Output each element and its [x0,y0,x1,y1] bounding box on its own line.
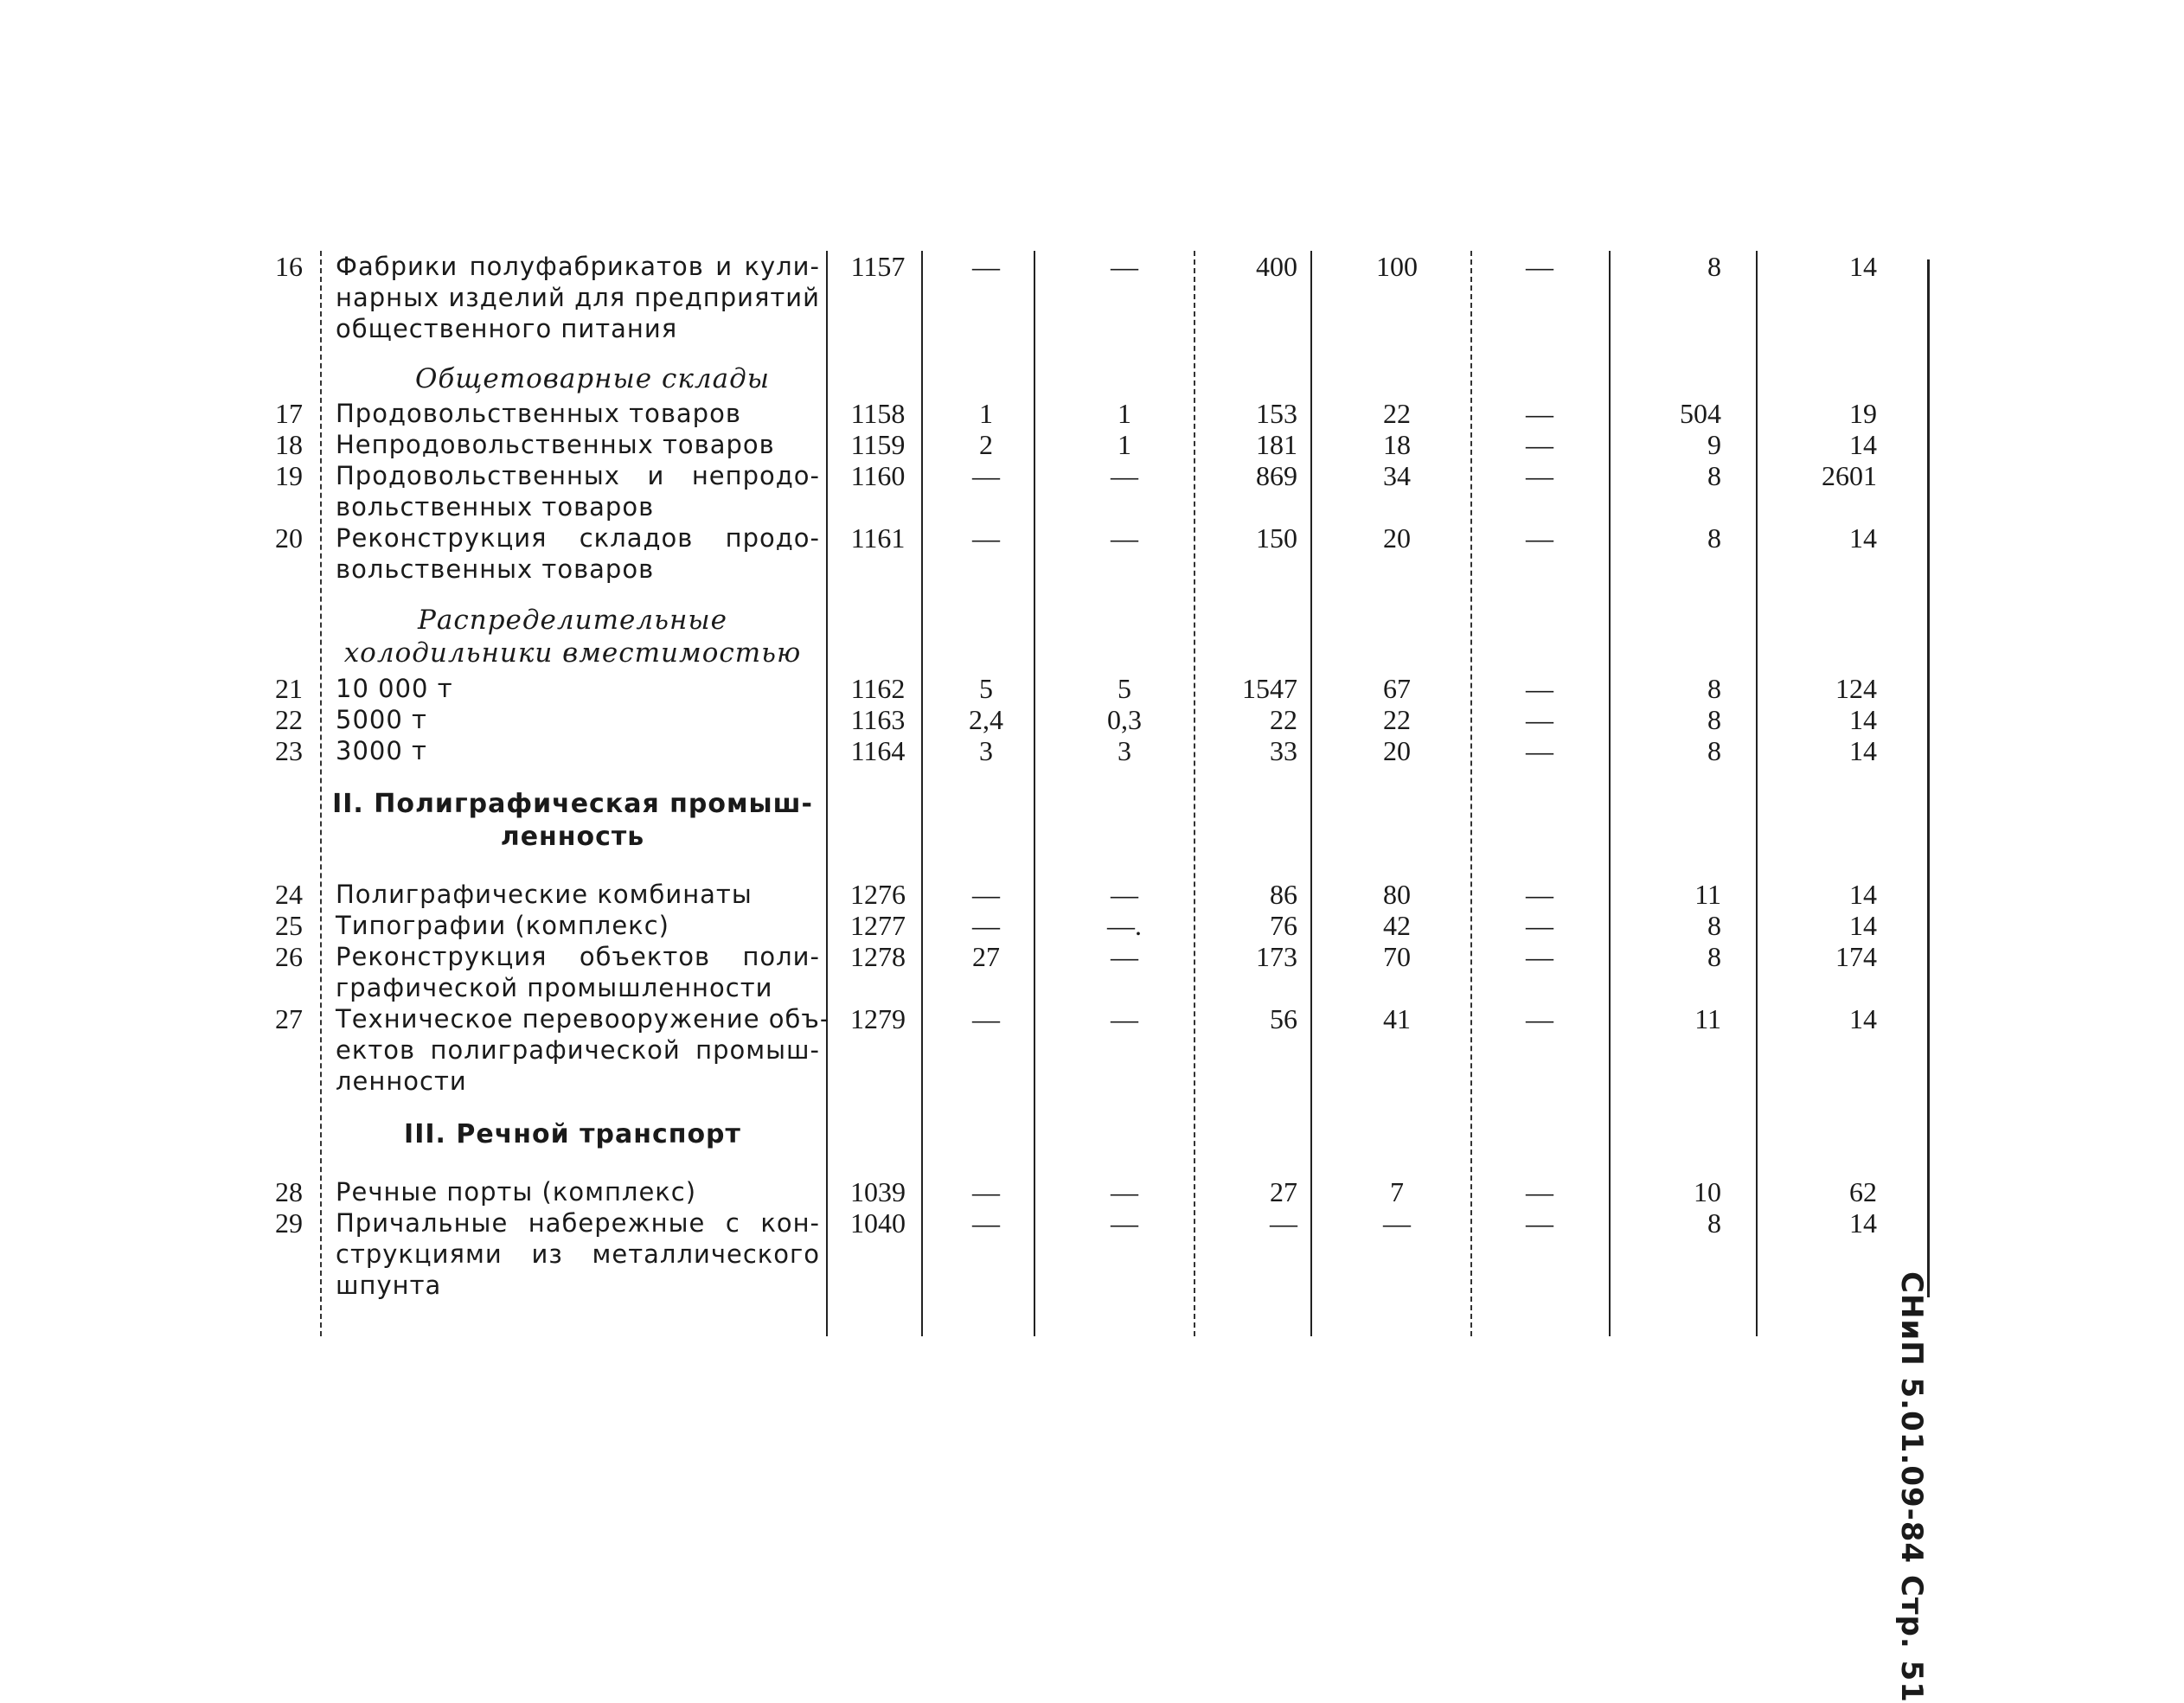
object-name: Продовольственных и непродо- [336,461,820,490]
table-row [0,429,2184,460]
value-cell: — [1111,522,1138,554]
value-cell: — [972,1003,1000,1034]
value-cell: 14 [1849,522,1877,554]
value-cell: 100 [1376,251,1418,282]
table-row [0,522,2184,585]
object-name: 3000 т [336,736,427,765]
value-cell: 3 [1118,735,1131,766]
table-row [0,673,2184,704]
value-cell: — [1526,429,1553,460]
value-cell: 22 [1270,704,1297,735]
value-cell: 174 [1835,941,1877,972]
value-cell: 8 [1707,1207,1721,1239]
value-cell: — [972,460,1000,491]
value-cell: 42 [1383,910,1411,941]
value-cell: 7 [1390,1176,1404,1207]
value-cell: 14 [1849,735,1877,766]
value-cell: 14 [1849,910,1877,941]
table-row [0,460,2184,522]
value-cell: 27 [1270,1176,1297,1207]
value-cell: 20 [1383,735,1411,766]
value-cell: 14 [1849,1003,1877,1034]
value-cell: 2601 [1822,460,1877,491]
value-cell: 10 [1694,1176,1721,1207]
value-cell: — [1111,251,1138,282]
object-code: 1164 [850,735,906,766]
object-code: 1163 [850,704,906,735]
object-name: нарных изделий для предприятий [336,283,820,312]
object-name: вольственных товаров [336,492,655,522]
margin-rule [1927,259,1930,1297]
object-name: 10 000 т [336,674,453,703]
object-code: 1157 [850,251,906,282]
value-cell: 9 [1707,429,1721,460]
table-row [0,879,2184,910]
object-name: графической промышленности [336,973,773,1002]
value-cell: —. [1107,910,1142,941]
value-cell: 14 [1849,1207,1877,1239]
value-cell: 22 [1383,704,1411,735]
value-cell: 27 [972,941,1000,972]
value-cell: 1 [1118,429,1131,460]
row-number: 28 [275,1176,303,1207]
value-cell: 8 [1707,522,1721,554]
object-name: Причальные набережные с кон- [336,1208,820,1238]
row-number: 27 [275,1003,303,1034]
value-cell: 14 [1849,879,1877,910]
value-cell: 173 [1256,941,1297,972]
object-name: Реконструкция объектов поли- [336,942,820,971]
value-cell: — [1526,398,1553,429]
value-cell: 34 [1383,460,1411,491]
value-cell: — [1383,1207,1411,1239]
table-row [0,910,2184,941]
table-row [0,704,2184,735]
value-cell: 1 [979,398,993,429]
value-cell: — [1526,910,1553,941]
object-code: 1278 [850,941,906,972]
value-cell: 8 [1707,735,1721,766]
table-row [0,1176,2184,1207]
value-cell: — [1111,1207,1138,1239]
value-cell: 8 [1707,251,1721,282]
object-code: 1161 [850,522,906,554]
value-cell: — [972,1176,1000,1207]
object-code: 1039 [850,1176,906,1207]
table-row [0,398,2184,429]
row-number: 24 [275,879,303,910]
value-cell: 20 [1383,522,1411,554]
object-name: струкциями из металлического [336,1239,820,1269]
value-cell: 150 [1256,522,1297,554]
value-cell: 2 [979,429,993,460]
value-cell: — [972,522,1000,554]
section-heading: III. Речной транспорт [404,1119,741,1149]
value-cell: 5 [1118,673,1131,704]
value-cell: — [1526,673,1553,704]
row-number: 16 [275,251,303,282]
value-cell: 1 [1118,398,1131,429]
value-cell: — [1526,1003,1553,1034]
row-number: 25 [275,910,303,941]
page-reference-label: СНиП 5.01.09-84 Стр. 51 [1894,1271,1929,1703]
row-number: 26 [275,941,303,972]
value-cell: 19 [1849,398,1877,429]
section-heading: II. Полиграфическая промыш- [332,789,813,819]
value-cell: — [1111,1176,1138,1207]
value-cell: — [1111,460,1138,491]
object-code: 1040 [850,1207,906,1239]
object-code: 1158 [850,398,906,429]
object-name: ленности [336,1066,467,1096]
value-cell: 5 [979,673,993,704]
table-row [0,1003,2184,1097]
value-cell: 86 [1270,879,1297,910]
object-code: 1160 [850,460,906,491]
value-cell: — [1526,704,1553,735]
row-number: 29 [275,1207,303,1239]
object-name: Реконструкция складов продо- [336,523,820,553]
value-cell: — [1526,735,1553,766]
value-cell: 11 [1694,879,1721,910]
value-cell: — [972,251,1000,282]
object-code: 1159 [850,429,906,460]
object-name: Полиграфические комбинаты [336,880,753,909]
object-name: Типографии (комплекс) [336,911,669,940]
object-name: ектов полиграфической промыш- [336,1035,820,1065]
value-cell: — [1270,1207,1297,1239]
row-number: 23 [275,735,303,766]
value-cell: 14 [1849,704,1877,735]
value-cell: 8 [1707,941,1721,972]
value-cell: 8 [1707,910,1721,941]
object-name: Фабрики полуфабрикатов и кули- [336,252,820,281]
row-number: 17 [275,398,303,429]
value-cell: — [1526,460,1553,491]
value-cell: 869 [1256,460,1297,491]
value-cell: — [1526,251,1553,282]
row-number: 18 [275,429,303,460]
value-cell: 41 [1383,1003,1411,1034]
value-cell: 18 [1383,429,1411,460]
object-name: Техническое перевооружение объ- [336,1004,830,1034]
value-cell: 400 [1256,251,1297,282]
table-row [0,735,2184,766]
object-name: шпунта [336,1271,442,1300]
group-subheading: Распределительные холодильники вместимостью [343,605,802,669]
value-cell: — [1526,522,1553,554]
row-number: 20 [275,522,303,554]
object-code: 1277 [850,910,906,941]
table-row [0,1207,2184,1301]
object-code: 1276 [850,879,906,910]
value-cell: 62 [1849,1176,1877,1207]
object-name: вольственных товаров [336,554,655,584]
value-cell: — [1526,1176,1553,1207]
value-cell: 14 [1849,429,1877,460]
value-cell: — [1111,1003,1138,1034]
table-row [0,941,2184,1003]
value-cell: — [1111,941,1138,972]
value-cell: — [972,910,1000,941]
group-subheading: Общетоварные склады [415,363,770,394]
value-cell: 8 [1707,704,1721,735]
row-number: 22 [275,704,303,735]
value-cell: 1547 [1242,673,1297,704]
value-cell: — [1526,879,1553,910]
value-cell: 67 [1383,673,1411,704]
value-cell: 11 [1694,1003,1721,1034]
value-cell: 2,4 [969,704,1003,735]
object-name: 5000 т [336,705,427,734]
object-name: Продовольственных товаров [336,399,741,428]
value-cell: 80 [1383,879,1411,910]
value-cell: 181 [1256,429,1297,460]
object-name: Речные порты (комплекс) [336,1177,697,1207]
value-cell: — [1526,941,1553,972]
value-cell: — [972,879,1000,910]
value-cell: 56 [1270,1003,1297,1034]
value-cell: 14 [1849,251,1877,282]
value-cell: 33 [1270,735,1297,766]
object-code: 1162 [850,673,906,704]
object-code: 1279 [850,1003,906,1034]
value-cell: 124 [1835,673,1877,704]
value-cell: 504 [1680,398,1721,429]
value-cell: 0,3 [1107,704,1142,735]
value-cell: — [1111,879,1138,910]
value-cell: — [1526,1207,1553,1239]
section-heading: ленность [500,822,645,852]
object-name: общественного питания [336,314,678,343]
value-cell: 8 [1707,460,1721,491]
value-cell: — [972,1207,1000,1239]
value-cell: 153 [1256,398,1297,429]
object-name: Непродовольственных товаров [336,430,775,459]
row-number: 19 [275,460,303,491]
table-row [0,251,2184,344]
row-number: 21 [275,673,303,704]
value-cell: 22 [1383,398,1411,429]
value-cell: 8 [1707,673,1721,704]
value-cell: 70 [1383,941,1411,972]
value-cell: 3 [979,735,993,766]
value-cell: 76 [1270,910,1297,941]
